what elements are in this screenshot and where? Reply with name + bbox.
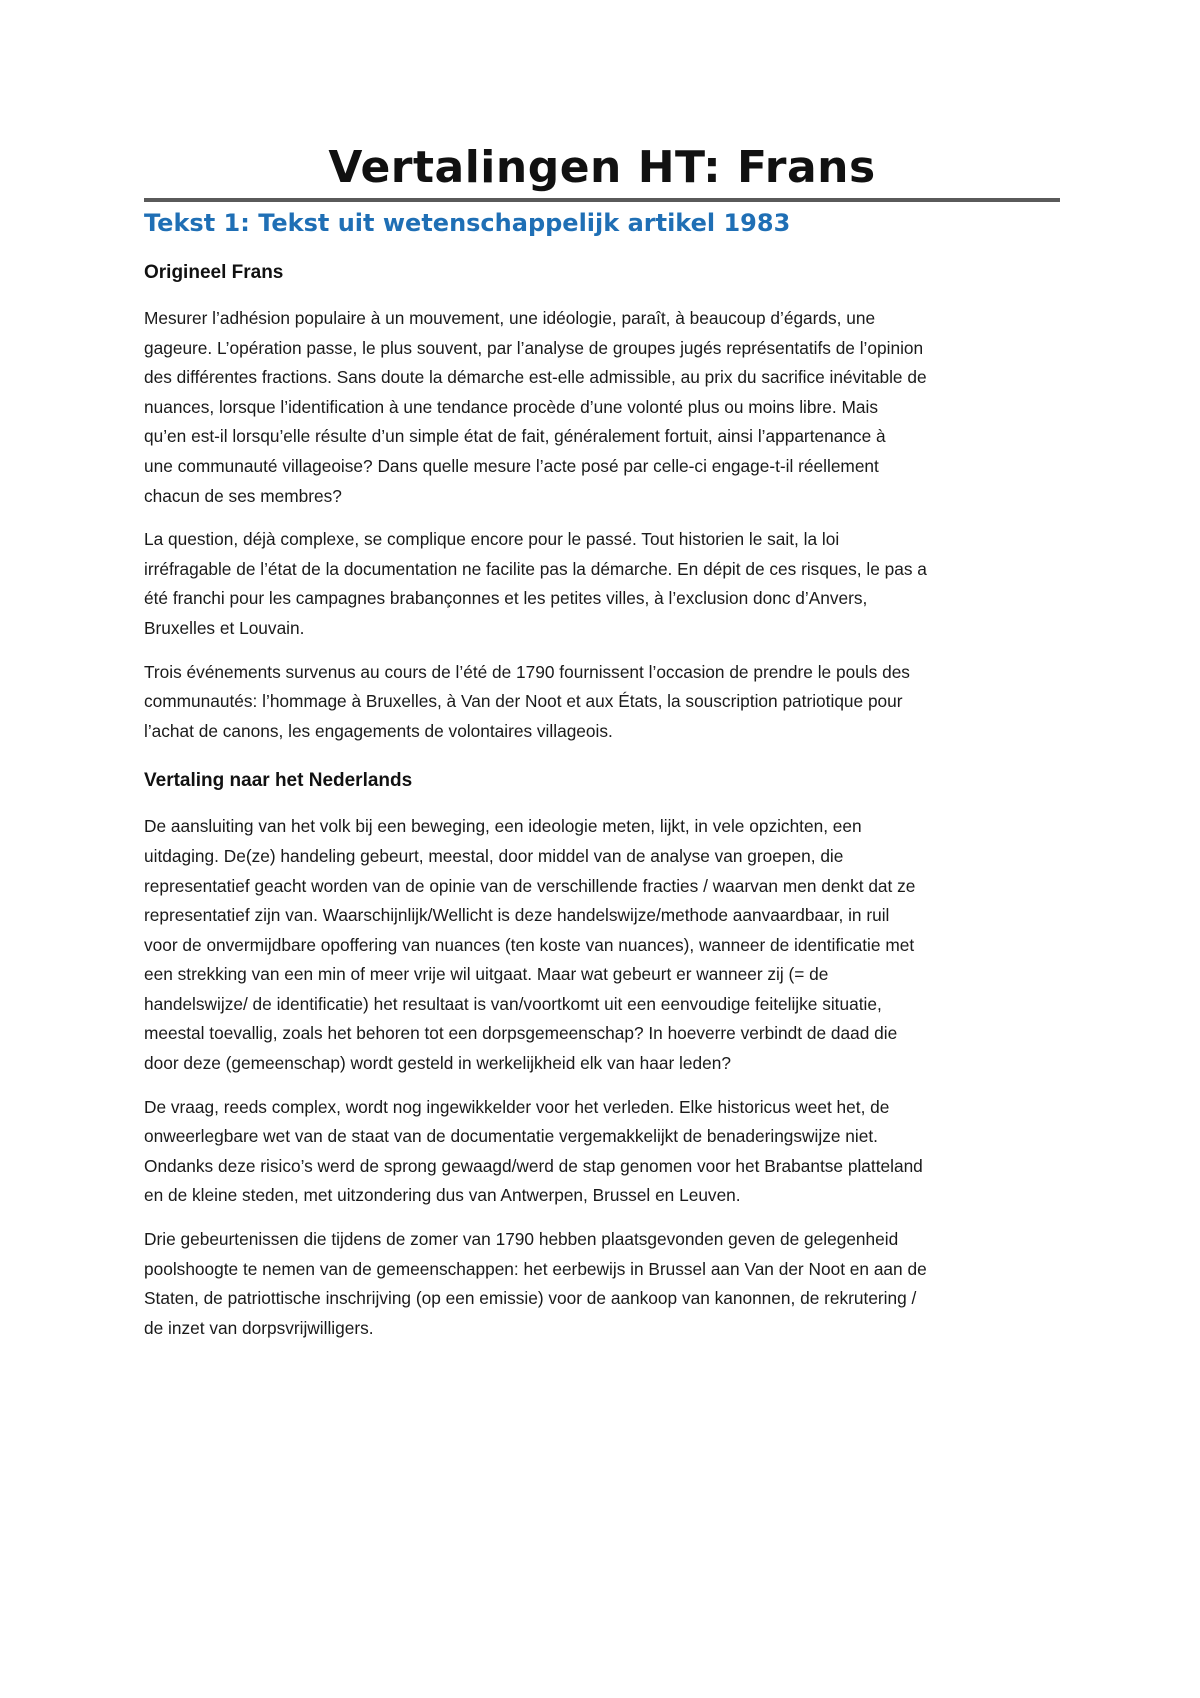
paragraph-original-2: La question, déjà complexe, se complique encore pour le passé. Tout historien le sait, la loi irréfragable de l’état de la documentation ne facilite pas la démarche. En dépit de ces risques, le pas a été franchi pour les campagnes brabançonnes et les petites villes, à l’exclusion donc d’Anvers, Bruxelles et Louvain. xyxy=(144,529,927,638)
document-title: Vertalingen HT: Frans xyxy=(328,142,876,193)
section-heading-original: Origineel Frans xyxy=(144,262,284,283)
paragraph-translation-2: De vraag, reeds complex, wordt nog ingewikkelder voor het verleden. Elke historicus weet het, de onweerlegbare wet van de staat van de documentatie vergemakkelijkt de benaderingswijze niet. Ondanks deze risico’s werd de sprong gewaagd/werd de stap genomen voor het Brabantse platteland en de kleine steden, met uitzondering dus van Antwerpen, Brussel en Leuven. xyxy=(144,1096,923,1206)
document-subtitle: Tekst 1: Tekst uit wetenschappelijk artikel 1983 xyxy=(144,209,791,237)
section-heading-translation: Vertaling naar het Nederlands xyxy=(144,770,413,792)
document-page xyxy=(144,140,1060,1343)
paragraph-translation-1: De aansluiting van het volk bij een beweging, een ideologie meten, lijkt, in vele opzichten, een uitdaging. De(ze) handeling gebeurt, meestal, door middel van de analyse van groepen, die representatief geacht worden van de opinie van de verschillende fracties / waarvan men denkt dat ze representatief zijn van. Waarschijnlijk/Wellicht is deze handelswijze/methode aanvaardbaar, in ruil voor de onvermijdbare opoffering van nuances (ten koste van nuances), wanneer de identificatie met een strekking van een min of meer vrije wil uitgaat. Maar wat gebeurt er wanneer zij (= de handelswijze/ de identificatie) het resultaat is van/voortkomt uit een eenvoudige feitelijke situatie, meestal toevallig, zoals het behoren tot een dorpsgemeenschap? In hoeverre verbindt de daad die door deze (gemeenschap) wordt gesteld in werkelijkheid elk van haar leden? xyxy=(144,816,916,1074)
paragraph-original-3: Trois événements survenus au cours de l’été de 1790 fournissent l’occasion de prendre le pouls des communautés: l’hommage à Bruxelles, à Van der Noot et aux États, la souscription patriotique pour l’achat de canons, les engagements de volontaires villageois. xyxy=(144,661,910,741)
title-divider xyxy=(144,198,1060,202)
paragraph-translation-3: Drie gebeurtenissen die tijdens de zomer van 1790 hebben plaatsgevonden geven de gelegenheid poolshoogte te nemen van de gemeenschappen: het eerbewijs in Brussel aan Van der Noot en aan de Staten, de patriottische inschrijving (op een emissie) voor de aankoop van kanonnen, de rekrutering / de inzet van dorpsvrijwilligers. xyxy=(144,1229,927,1338)
paragraph-original-1: Mesurer l’adhésion populaire à un mouvement, une idéologie, paraît, à beaucoup d’égards, une gageure. L’opération passe, le plus souvent, par l’analyse de groupes jugés représentatifs de l’opinion des différentes fractions. Sans doute la démarche est-elle admissible, au prix du sacrifice inévitable de nuances, lorsque l’identification à une tendance procède d’une volonté plus ou moins libre. Mais qu’en est-il lorsqu’elle résulte d’un simple état de fait, généralement fortuit, ainsi l’appartenance à une communauté villageoise? Dans quelle mesure l’acte posé par celle-ci engage-t-il réellement chacun de ses membres? xyxy=(144,308,927,506)
